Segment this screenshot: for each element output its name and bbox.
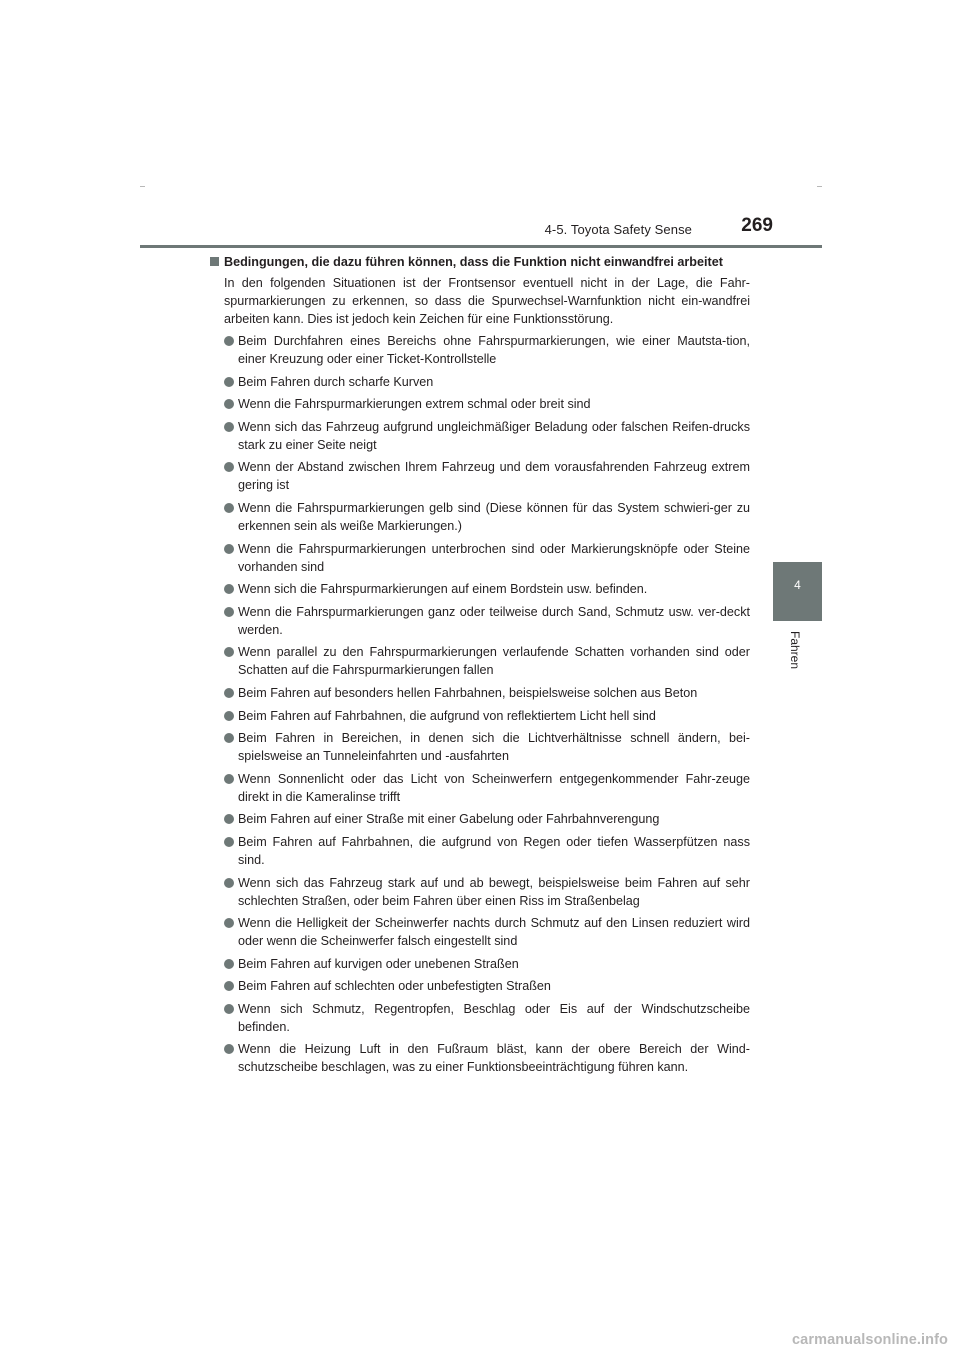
list-item	[210, 684, 750, 702]
circle-bullet-icon	[224, 837, 234, 847]
list-item	[210, 770, 750, 806]
header-rule	[140, 245, 822, 248]
list-item	[210, 332, 750, 368]
list-item-text: Beim Durchfahren eines Bereichs ohne Fahrspurmarkierungen, wie einer Mautsta-tion, einer Kreuzung oder einer Ticket-Kontrollstelle	[238, 334, 750, 366]
crop-mark-right	[817, 186, 822, 187]
main-content	[210, 253, 750, 1081]
section-heading	[210, 253, 750, 271]
condition-list	[210, 332, 750, 1076]
list-item-text: Beim Fahren durch scharfe Kurven	[238, 374, 434, 389]
circle-bullet-icon	[224, 814, 234, 824]
list-item-text: Wenn Sonnenlicht oder das Licht von Scheinwerfern entgegenkommender Fahr-zeuge direkt in die Kameralinse trifft	[238, 771, 750, 804]
list-item-text: Wenn die Helligkeit der Scheinwerfer nachts durch Schmutz auf den Linsen reduziert wird oder wenn die Scheinwerfer falsch eingestellt sind	[238, 916, 750, 949]
list-item-text: Beim Fahren in Bereichen, in denen sich die Lichtverhältnisse schnell ändern, bei-spielsweise an Tunneleinfahrten und -ausfahrten	[238, 731, 750, 764]
list-item-text: Wenn sich die Fahrspurmarkierungen auf einem Bordstein usw. befinden.	[238, 582, 648, 597]
circle-bullet-icon	[224, 981, 234, 991]
list-item	[210, 914, 750, 950]
list-item	[210, 729, 750, 765]
list-item-text: Wenn sich das Fahrzeug stark auf und ab bewegt, beispielsweise beim Fahren auf sehr schlechten Straßen, oder beim Fahren über einen Riss im Straßenbelag	[238, 875, 750, 908]
list-item-text: Wenn die Fahrspurmarkierungen extrem schmal oder breit sind	[238, 397, 591, 412]
list-item-text: Beim Fahren auf Fahrbahnen, die aufgrund von Regen oder tiefen Wasserpfützen nass sind.	[238, 834, 750, 867]
page-header	[140, 212, 822, 248]
list-item	[210, 540, 750, 576]
circle-bullet-icon	[224, 733, 234, 743]
list-item-text: Wenn sich das Fahrzeug aufgrund ungleichmäßiger Beladung oder falschen Reifen-drucks stark zu einer Seite neigt	[238, 419, 750, 452]
list-item	[210, 395, 750, 413]
list-item-text: Wenn die Fahrspurmarkierungen unterbrochen sind oder Markierungsknöpfe oder Steine vorhanden sind	[238, 541, 750, 574]
circle-bullet-icon	[224, 462, 234, 472]
circle-bullet-icon	[224, 711, 234, 721]
list-item	[210, 603, 750, 639]
list-item-text: Wenn die Heizung Luft in den Fußraum bläst, kann der obere Bereich der Wind-schutzscheibe beschlagen, was zu einer Funktionsbeeinträchtigung führen kann.	[238, 1042, 750, 1075]
page-number: 269	[741, 215, 773, 236]
list-item	[210, 458, 750, 494]
list-item-text: Wenn die Fahrspurmarkierungen ganz oder teilweise durch Sand, Schmutz usw. ver-deckt werden.	[238, 604, 750, 637]
list-item-text: Wenn parallel zu den Fahrspurmarkierungen verlaufende Schatten vorhanden sind oder Schatten auf die Fahrspurmarkierungen fallen	[238, 645, 750, 678]
chapter-label: Fahren	[788, 631, 802, 670]
list-item	[210, 580, 750, 598]
circle-bullet-icon	[224, 918, 234, 928]
list-item-text: Beim Fahren auf besonders hellen Fahrbahnen, beispielsweise solchen aus Beton	[238, 685, 698, 700]
list-item-text: Beim Fahren auf einer Straße mit einer Gabelung oder Fahrbahnverengung	[238, 812, 660, 827]
circle-bullet-icon	[224, 503, 234, 513]
square-bullet-icon	[210, 257, 219, 266]
circle-bullet-icon	[224, 607, 234, 617]
list-item-text: Wenn die Fahrspurmarkierungen gelb sind (Diese können für das System schwieri-ger zu erkennen sein als weiße Markierungen.)	[238, 500, 750, 533]
list-item	[210, 810, 750, 828]
circle-bullet-icon	[224, 422, 234, 432]
circle-bullet-icon	[224, 959, 234, 969]
chapter-number: 4	[794, 578, 801, 592]
circle-bullet-icon	[224, 544, 234, 554]
list-item	[210, 643, 750, 679]
list-item-text: Beim Fahren auf Fahrbahnen, die aufgrund von reflektiertem Licht hell sind	[238, 708, 656, 723]
watermark: carmanualsonline.info	[792, 1332, 948, 1348]
list-item	[210, 499, 750, 535]
circle-bullet-icon	[224, 377, 234, 387]
circle-bullet-icon	[224, 688, 234, 698]
section-title: 4-5. Toyota Safety Sense	[544, 222, 692, 237]
list-item	[210, 833, 750, 869]
crop-mark-left	[140, 186, 145, 187]
circle-bullet-icon	[224, 399, 234, 409]
list-item	[210, 1040, 750, 1076]
circle-bullet-icon	[224, 878, 234, 888]
list-item	[210, 955, 750, 973]
list-item-text: Wenn sich Schmutz, Regentropfen, Beschlag oder Eis auf der Windschutzscheibe befinden.	[238, 1001, 750, 1034]
list-item	[210, 373, 750, 391]
list-item-text: Beim Fahren auf kurvigen oder unebenen Straßen	[238, 956, 519, 971]
list-item	[210, 707, 750, 725]
list-item-text: Wenn der Abstand zwischen Ihrem Fahrzeug und dem vorausfahrenden Fahrzeug extrem gering ist	[238, 460, 750, 493]
circle-bullet-icon	[224, 774, 234, 784]
circle-bullet-icon	[224, 1044, 234, 1054]
list-item-text: Beim Fahren auf schlechten oder unbefestigten Straßen	[238, 979, 551, 994]
list-item	[210, 977, 750, 995]
circle-bullet-icon	[224, 1004, 234, 1014]
circle-bullet-icon	[224, 647, 234, 657]
list-item	[210, 874, 750, 910]
intro-paragraph: In den folgenden Situationen ist der Frontsensor eventuell nicht in der Lage, die Fahr-spurmarkierungen zu erkennen, so dass die Spurwechsel-Warnfunktion nicht ein-wandfrei arbeiten kann. Dies ist jedoch kein Zeichen für eine Funktionsstörung.	[224, 276, 750, 326]
section-heading-text: Bedingungen, die dazu führen können, dass die Funktion nicht einwandfrei arbeitet	[224, 255, 723, 269]
list-item	[210, 418, 750, 454]
circle-bullet-icon	[224, 336, 234, 346]
chapter-tab	[773, 562, 822, 621]
circle-bullet-icon	[224, 584, 234, 594]
list-item	[210, 1000, 750, 1036]
